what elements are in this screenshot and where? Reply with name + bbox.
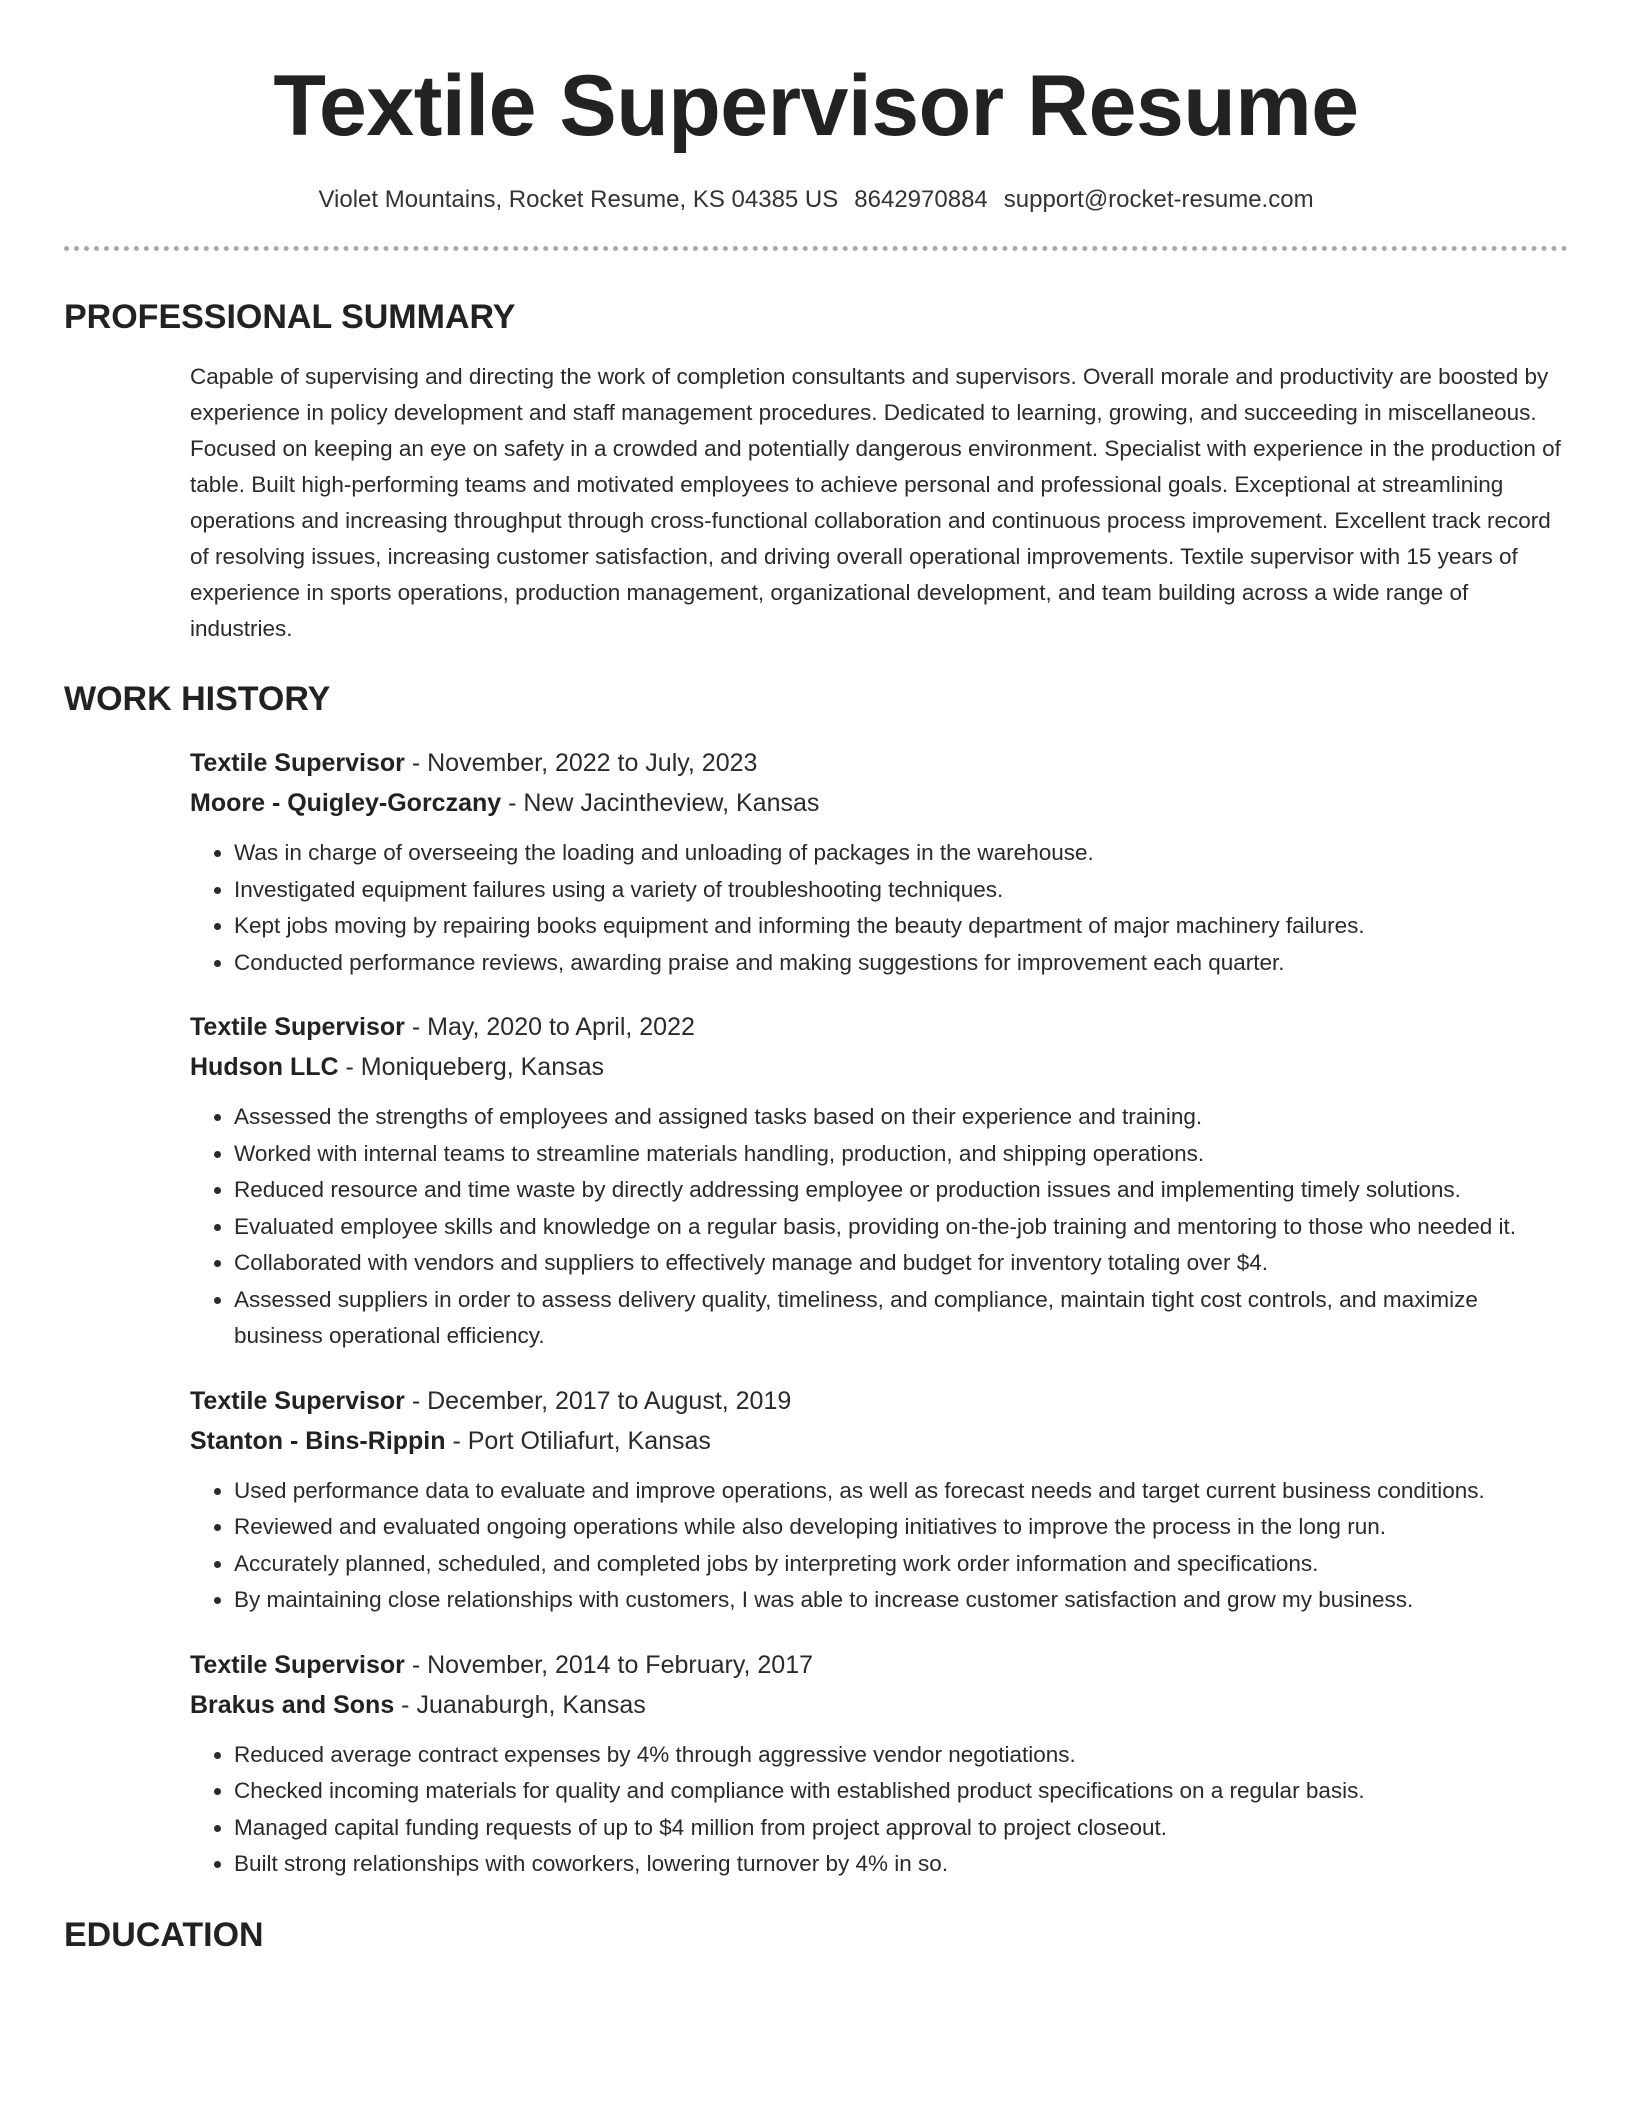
- job-location: - New Jacintheview, Kansas: [501, 789, 820, 817]
- job-entry: [190, 1007, 1568, 1355]
- job-location: - Moniqueberg, Kansas: [338, 1053, 605, 1081]
- job-role-line: [190, 1645, 1568, 1685]
- job-location: - Juanaburgh, Kansas: [394, 1690, 646, 1719]
- job-bullets: [190, 1099, 1568, 1355]
- list-item: • Conducted performance reviews, awarding praise and making suggestions for improvement each quarter.: [234, 945, 1568, 982]
- list-item: • Checked incoming materials for quality and compliance with established product specifications on a regular basis.: [234, 1773, 1568, 1810]
- section-title-work-history: WORK HISTORY: [64, 680, 331, 718]
- list-item: • Kept jobs moving by repairing books equipment and informing the beauty department of major machinery failures.: [234, 908, 1568, 945]
- list-item: • Accurately planned, scheduled, and completed jobs by interpreting work order information and specifications.: [234, 1546, 1568, 1583]
- job-company: Moore - Quigley-Gorczany: [190, 789, 502, 817]
- job-company-line: [190, 1685, 1568, 1725]
- job-dates: - May, 2020 to April, 2022: [404, 1013, 695, 1041]
- list-item: • Investigated equipment failures using a variety of troubleshooting techniques.: [234, 872, 1568, 909]
- job-dates: - November, 2014 to February, 2017: [404, 1650, 813, 1679]
- list-item: • Reduced average contract expenses by 4% through aggressive vendor negotiations.: [234, 1737, 1568, 1774]
- section-title-summary: PROFESSIONAL SUMMARY: [64, 298, 516, 336]
- job-bullets: [190, 1737, 1568, 1883]
- resume-title: Textile Supervisor Resume: [273, 58, 1359, 154]
- list-item: • Built strong relationships with coworkers, lowering turnover by 4% in so.: [234, 1846, 1568, 1883]
- list-item: • Used performance data to evaluate and improve operations, as well as forecast needs and target current business conditions.: [234, 1473, 1568, 1510]
- job-company: Hudson LLC: [190, 1053, 339, 1081]
- job-entry: [190, 743, 1568, 981]
- list-item: • Reviewed and evaluated ongoing operations while also developing initiatives to improve the process in the long run.: [234, 1509, 1568, 1546]
- list-item: • By maintaining close relationships with customers, I was able to increase customer satisfaction and grow my business.: [234, 1582, 1568, 1619]
- list-item: • Collaborated with vendors and suppliers to effectively manage and budget for inventory totaling over $4.: [234, 1245, 1568, 1282]
- job-role: Textile Supervisor: [190, 1386, 405, 1415]
- list-item: • Reduced resource and time waste by directly addressing employee or production issues and implementing timely solutions.: [234, 1172, 1568, 1209]
- list-item: • Was in charge of overseeing the loading and unloading of packages in the warehouse.: [234, 835, 1568, 872]
- job-role: Textile Supervisor: [190, 1013, 405, 1041]
- job-bullets: [190, 835, 1568, 981]
- list-item: • Worked with internal teams to streamline materials handling, production, and shipping operations.: [234, 1136, 1568, 1173]
- job-company: Stanton - Bins-Rippin: [190, 1426, 446, 1455]
- job-role: Textile Supervisor: [190, 749, 405, 777]
- job-dates: - November, 2022 to July, 2023: [404, 749, 758, 777]
- job-company-line: [190, 1047, 1568, 1087]
- job-dates: - December, 2017 to August, 2019: [404, 1386, 792, 1415]
- job-role-line: [190, 1007, 1568, 1047]
- section-title-education: EDUCATION: [64, 1915, 264, 1954]
- job-bullets: [190, 1473, 1568, 1619]
- job-role-line: [190, 1381, 1568, 1421]
- job-entry: [190, 1645, 1568, 1883]
- job-entry: [190, 1381, 1568, 1619]
- job-role-line: [190, 743, 1568, 783]
- job-company: Brakus and Sons: [190, 1690, 395, 1719]
- list-item: • Evaluated employee skills and knowledge on a regular basis, providing on-the-job training and mentoring to those who needed it.: [234, 1209, 1568, 1246]
- work-history-list: [190, 743, 1568, 1883]
- list-item: • Managed capital funding requests of up to $4 million from project approval to project closeout.: [234, 1810, 1568, 1847]
- contact-phone: 8642970884: [854, 186, 988, 213]
- job-company-line: [190, 783, 1568, 823]
- job-role: Textile Supervisor: [190, 1650, 405, 1679]
- summary-text: Capable of supervising and directing the work of completion consultants and supervisors. Overall morale and productivity are boosted by experience in policy development and staff management procedures. Dedicated to learning, growing, and succeeding in miscellaneous. Focused on keeping an eye on safety in a crowded and potentially dangerous environment. Specialist with experience in the production of table. Built high-performing teams and motivated employees to achieve personal and professional goals. Exceptional at streamlining operations and increasing throughput through cross-functional collaboration and continuous process improvement. Excellent track record of resolving issues, increasing customer satisfaction, and driving overall operational improvements. Textile supervisor with 15 years of experience in sports operations, production management, organizational development, and team building across a wide range of industries.: [190, 364, 1561, 641]
- header-divider: [64, 246, 1568, 251]
- list-item: • Assessed the strengths of employees and assigned tasks based on their experience and training.: [234, 1099, 1568, 1136]
- contact-email: support@rocket-resume.com: [1003, 186, 1314, 213]
- job-location: - Port Otiliafurt, Kansas: [445, 1426, 711, 1455]
- contact-address: Violet Mountains, Rocket Resume, KS 04385 US: [318, 186, 839, 213]
- job-company-line: [190, 1421, 1568, 1461]
- list-item: • Assessed suppliers in order to assess delivery quality, timeliness, and compliance, maintain tight cost controls, and maximize business operational efficiency.: [234, 1282, 1568, 1355]
- contact-line: [64, 184, 1568, 216]
